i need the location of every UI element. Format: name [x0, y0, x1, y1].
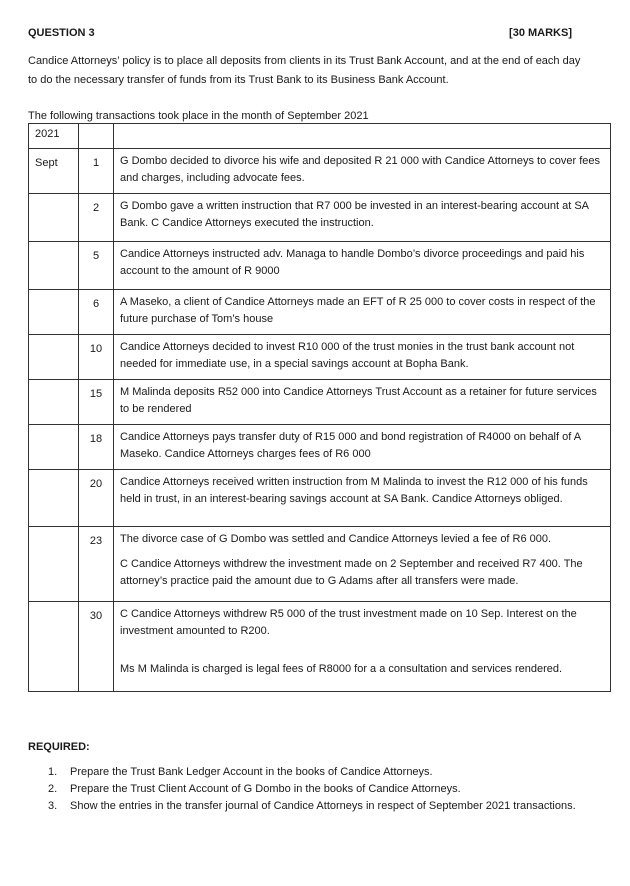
transaction-cell	[114, 425, 611, 470]
required-item	[48, 781, 588, 798]
month-cell	[29, 380, 79, 425]
transaction-row	[29, 335, 611, 380]
day-cell: 5	[79, 242, 114, 290]
required-item-text: Prepare the Trust Bank Ledger Account in the books of Candice Attorneys.	[70, 766, 433, 778]
day-cell: 6	[79, 290, 114, 335]
month-cell	[29, 602, 79, 692]
transaction-text: Candice Attorneys pays transfer duty of R15 000 and bond registration of R4000 on behalf of A Maseko. Candice Attorneys charges fees of R6 000	[120, 431, 581, 460]
required-item	[48, 764, 588, 781]
month-cell	[29, 425, 79, 470]
question-marks: [30 MARKS]	[509, 27, 572, 39]
year-cell: 2021	[29, 124, 79, 149]
transaction-row	[29, 425, 611, 470]
month-cell: Sept	[29, 149, 79, 194]
question-title: QUESTION 3	[28, 27, 95, 39]
required-item-number: 2.	[48, 783, 58, 795]
required-title: REQUIRED:	[28, 741, 90, 753]
transaction-text: The divorce case of G Dombo was settled and Candice Attorneys levied a fee of R6 000.	[120, 533, 552, 545]
empty-cell	[114, 124, 611, 149]
day-cell: 15	[79, 380, 114, 425]
transaction-row	[29, 194, 611, 242]
year-row	[29, 124, 611, 149]
required-list	[48, 764, 588, 815]
transaction-row	[29, 527, 611, 602]
table-caption: The following transactions took place in the month of September 2021	[28, 110, 369, 122]
transaction-row	[29, 380, 611, 425]
required-item-number: 1.	[48, 766, 58, 778]
transaction-text: Candice Attorneys instructed adv. Managa to handle Dombo’s divorce proceedings and paid his account to the amount of R 9000	[120, 248, 585, 277]
transaction-text: C Candice Attorneys withdrew R5 000 of the trust investment made on 10 Sep. Interest on the investment amounted to R200.	[120, 608, 577, 637]
transaction-row	[29, 290, 611, 335]
empty-cell	[79, 124, 114, 149]
required-item	[48, 798, 588, 815]
transaction-text: A Maseko, a client of Candice Attorneys made an EFT of R 25 000 to cover costs in respect of the future purchase of Tom’s house	[120, 296, 596, 325]
required-item-text: Prepare the Trust Client Account of G Dombo in the books of Candice Attorneys.	[70, 783, 461, 795]
transaction-cell	[114, 149, 611, 194]
transaction-cell	[114, 290, 611, 335]
required-item-number: 3.	[48, 800, 58, 812]
day-cell: 2	[79, 194, 114, 242]
transaction-text: M Malinda deposits R52 000 into Candice Attorneys Trust Account as a retainer for future services to be rendered	[120, 386, 597, 415]
transaction-cell	[114, 602, 611, 692]
transaction-text: Candice Attorneys received written instruction from M Malinda to invest the R12 000 of his funds held in trust, in an interest-bearing savings account at SA Bank. Candice Attorneys obliged.	[120, 476, 588, 505]
transaction-cell	[114, 335, 611, 380]
day-cell: 20	[79, 470, 114, 527]
day-cell: 18	[79, 425, 114, 470]
transaction-text: C Candice Attorneys withdrew the investment made on 2 September and received R7 400. The attorney’s practice paid the amount due to G Adams after all transfers were made.	[120, 558, 583, 587]
month-cell	[29, 335, 79, 380]
transaction-row	[29, 470, 611, 527]
month-cell	[29, 194, 79, 242]
question-header	[28, 25, 572, 41]
month-cell	[29, 527, 79, 602]
transaction-text: G Dombo decided to divorce his wife and deposited R 21 000 with Candice Attorneys to cover fees and charges, including advocate fees.	[120, 155, 600, 184]
transaction-text: G Dombo gave a written instruction that R7 000 be invested in an interest-bearing account at SA Bank. C Candice Attorneys executed the instruction.	[120, 200, 589, 229]
month-cell	[29, 470, 79, 527]
transaction-row	[29, 602, 611, 692]
month-cell	[29, 290, 79, 335]
transaction-cell	[114, 194, 611, 242]
transaction-cell	[114, 527, 611, 602]
transaction-text: Ms M Malinda is charged is legal fees of R8000 for a a consultation and services rendered.	[120, 663, 563, 675]
transactions-table	[28, 123, 611, 692]
transaction-row	[29, 149, 611, 194]
transaction-cell	[114, 380, 611, 425]
transaction-row	[29, 242, 611, 290]
transaction-cell	[114, 242, 611, 290]
required-item-text: Show the entries in the transfer journal of Candice Attorneys in respect of September 2021 transactions.	[70, 800, 576, 812]
intro-paragraph: Candice Attorneys’ policy is to place all deposits from clients in its Trust Bank Account, and at the end of each day to do the necessary transfer of funds from its Trust Bank to its Business Bank Account.	[28, 55, 581, 86]
day-cell: 23	[79, 527, 114, 602]
day-cell: 1	[79, 149, 114, 194]
transaction-text: Candice Attorneys decided to invest R10 000 of the trust monies in the trust bank account not needed for immediate use, in a special savings account at Bopha Bank.	[120, 341, 575, 370]
day-cell: 10	[79, 335, 114, 380]
transaction-cell	[114, 470, 611, 527]
day-cell: 30	[79, 602, 114, 692]
month-cell	[29, 242, 79, 290]
